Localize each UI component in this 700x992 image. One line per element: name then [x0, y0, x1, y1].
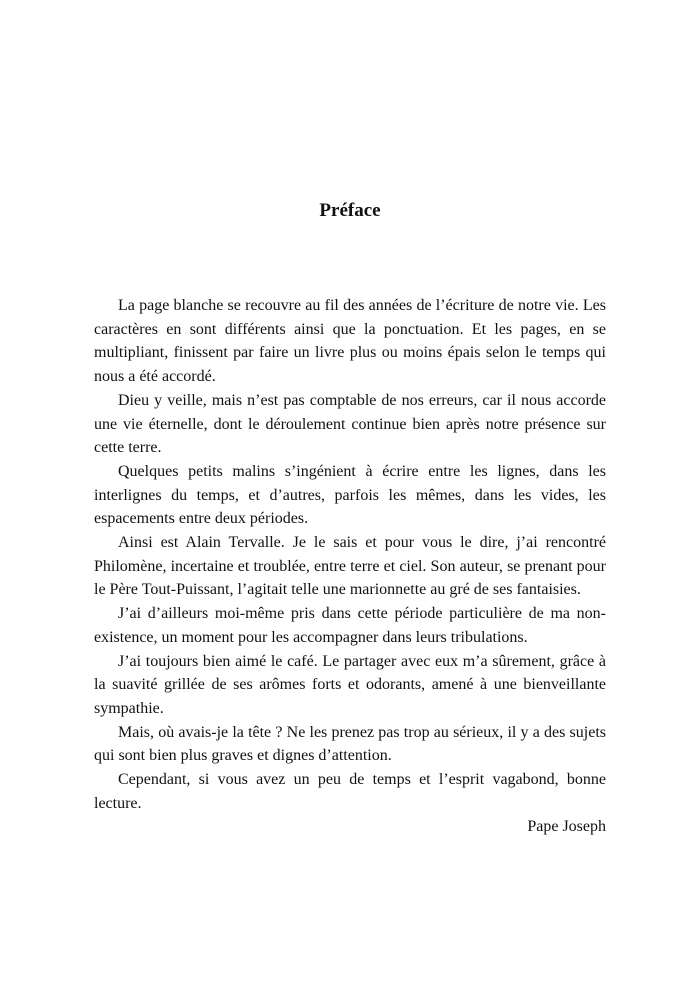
paragraph: Mais, où avais-je la tête ? Ne les prenez pas trop au sérieux, il y a des sujets qui sont bien plus graves et dignes d’attention.: [94, 723, 606, 765]
paragraph: Ainsi est Alain Tervalle. Je le sais et pour vous le dire, j’ai rencontré Philomène, incertaine et troublée, entre terre et ciel. Son auteur, se prenant pour le Père Tout-Puissant, l’agitait telle une marionnette au gré de ses fantaisies.: [94, 534, 606, 599]
preface-body: [94, 294, 606, 839]
page-title: Préface: [319, 200, 381, 221]
paragraph: J’ai d’ailleurs moi-même pris dans cette période particulière de ma non-existence, un moment pour les accompagner dans leurs tribulations.: [94, 605, 606, 646]
signature: Pape Joseph: [527, 818, 606, 836]
paragraph: La page blanche se recouvre au fil des années de l’écriture de notre vie. Les caractères en sont différents ainsi que la ponctuation. Et les pages, en se multipliant, finissent par faire un livre plus ou moins épais selon le temps qui nous a été accordé.: [94, 297, 606, 386]
paragraph: Cependant, si vous avez un peu de temps et l’esprit vagabond, bonne lecture.: [94, 771, 606, 812]
paragraph: J’ai toujours bien aimé le café. Le partager avec eux m’a sûrement, grâce à la suavité grillée de ses arômes forts et odorants, amené à une bienveillante sympathie.: [94, 652, 606, 717]
paragraph: Dieu y veille, mais n’est pas comptable de nos erreurs, car il nous accorde une vie éternelle, dont le déroulement continue bien après notre présence sur cette terre.: [94, 391, 606, 457]
paragraph: Quelques petits malins s’ingénient à écrire entre les lignes, dans les interlignes du temps, et d’autres, parfois les mêmes, dans les vides, les espacements entre deux périodes.: [94, 462, 606, 528]
